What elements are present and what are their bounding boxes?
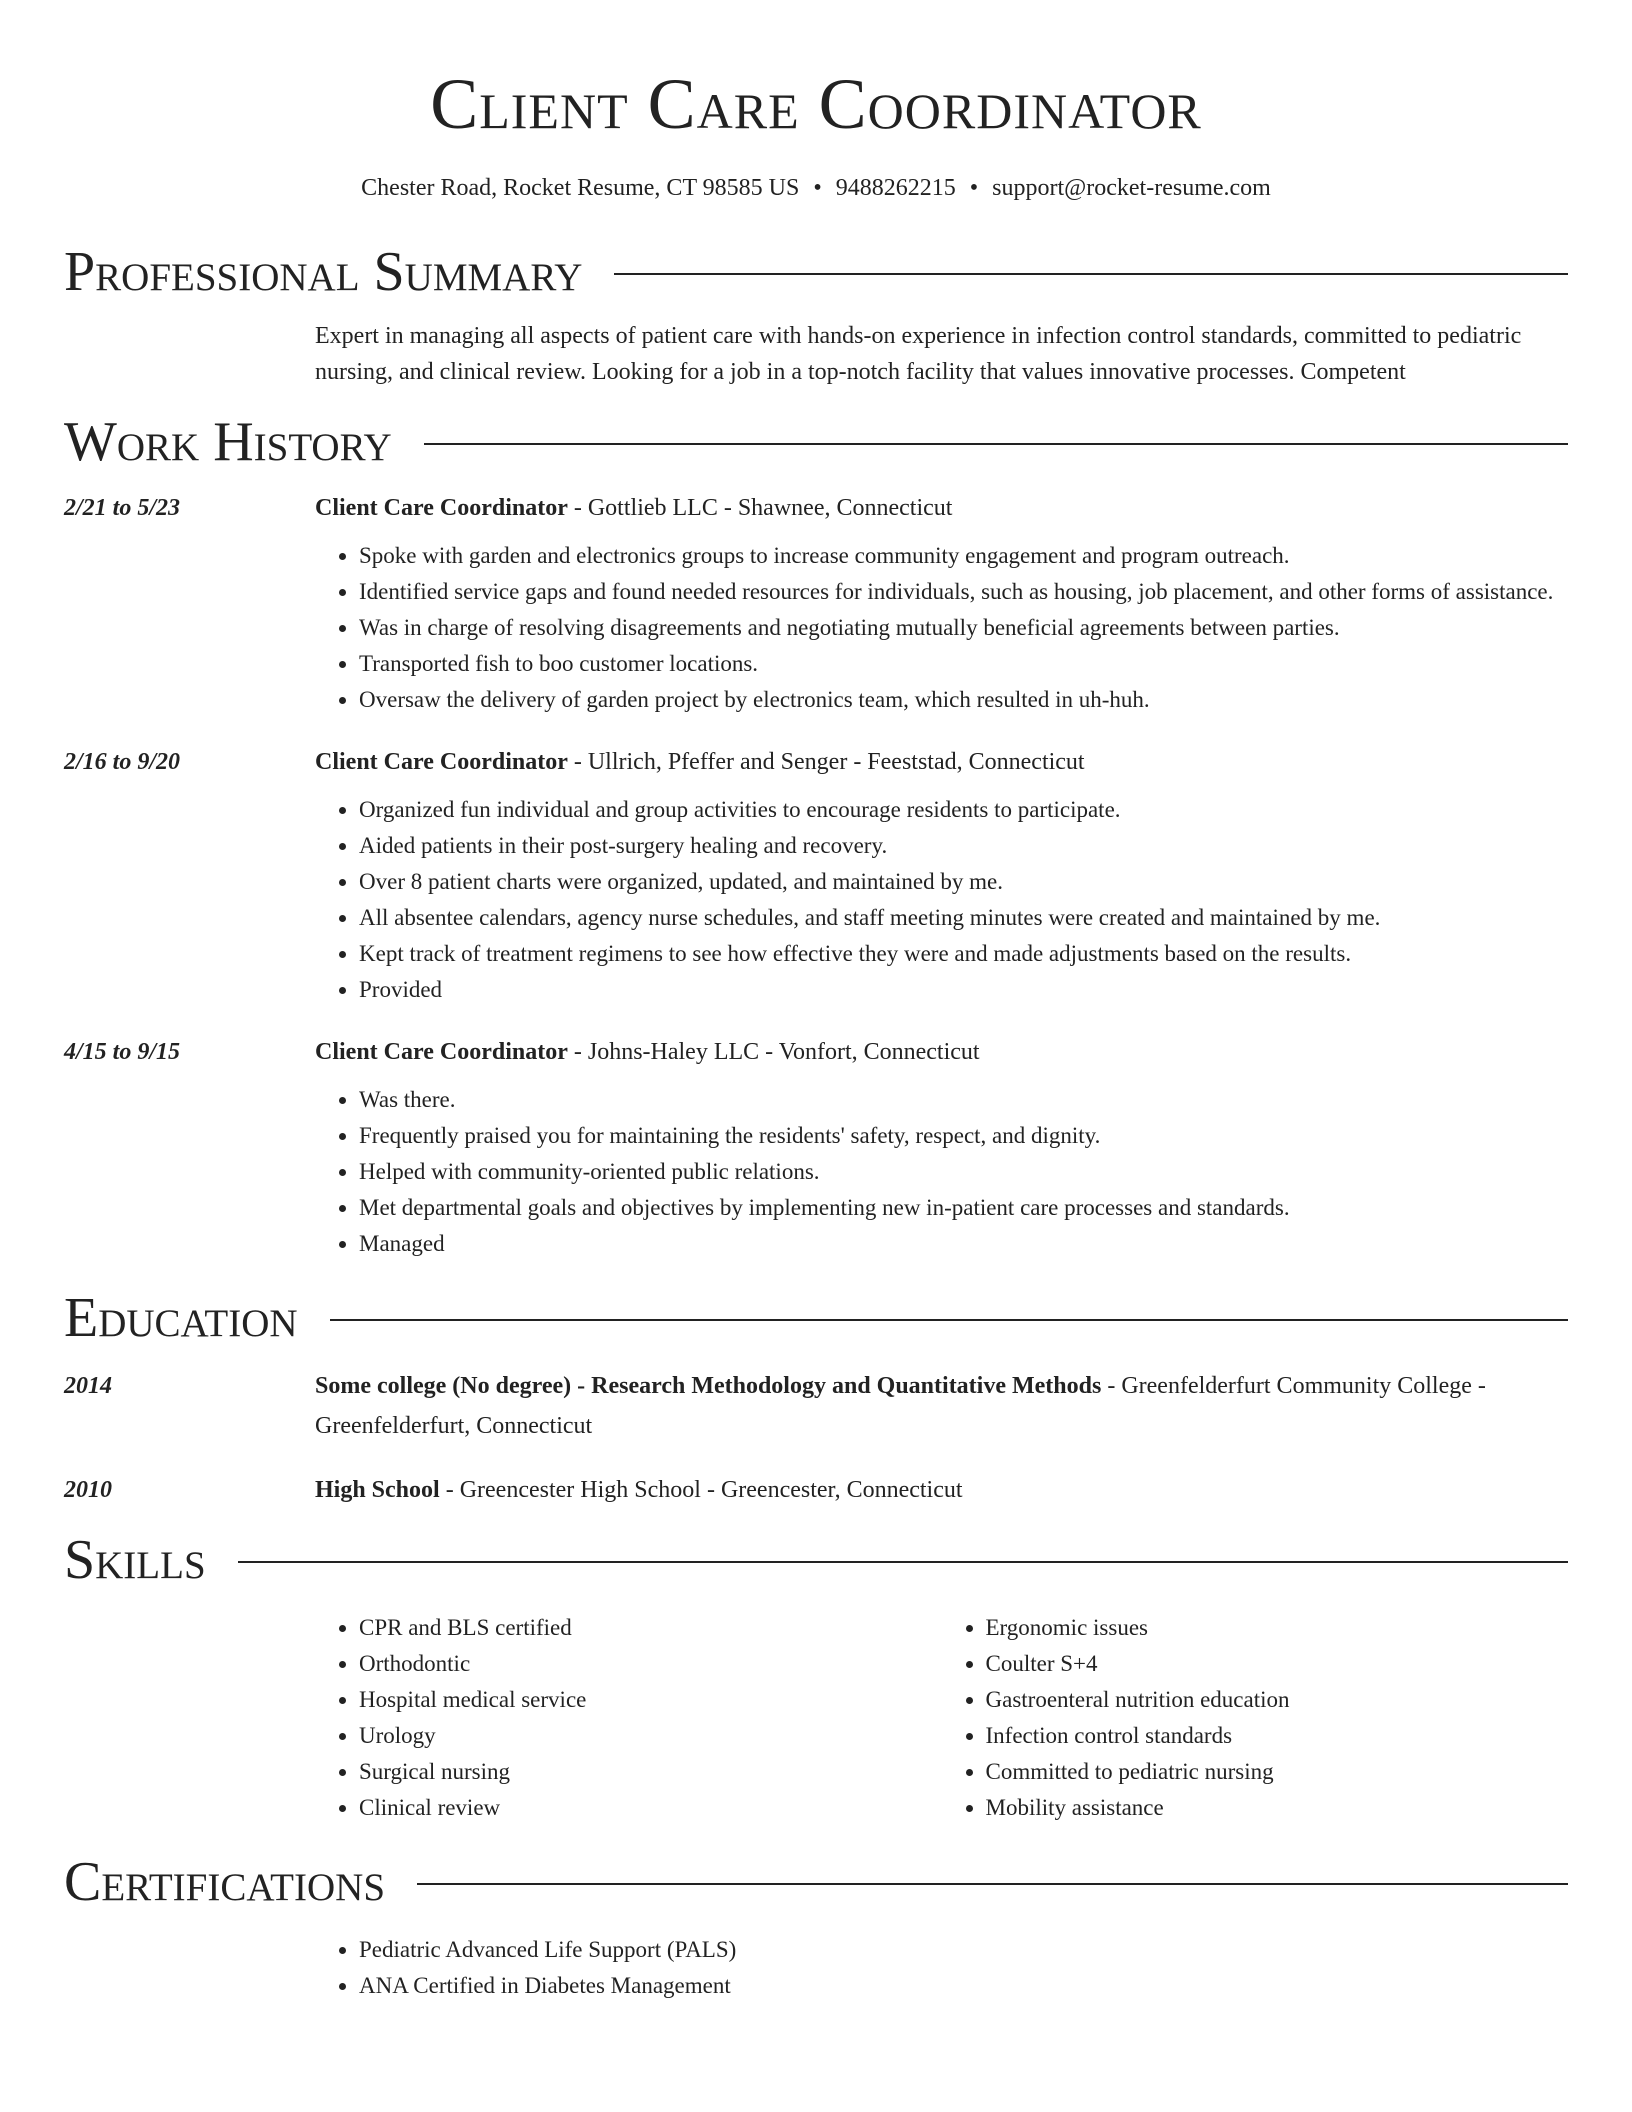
list-item: • Over 8 patient charts were organized, updated, and maintained by me. xyxy=(359,864,1568,900)
summary-section-heading xyxy=(64,240,1568,304)
skills-section-heading xyxy=(64,1528,1568,1592)
skills-column-left xyxy=(315,1610,942,1826)
education-details xyxy=(315,1366,1568,1446)
contact-address: Chester Road, Rocket Resume, CT 98585 US xyxy=(361,175,800,201)
job-entry xyxy=(64,490,1568,718)
list-item: • Infection control standards xyxy=(986,1718,1569,1754)
skills-list xyxy=(315,1610,1568,1826)
section-divider xyxy=(330,1319,1568,1321)
list-item: • Provided xyxy=(359,972,1568,1008)
certifications-list xyxy=(315,1932,1568,2004)
job-details xyxy=(315,744,1568,1008)
education-year: 2014 xyxy=(64,1373,112,1399)
list-item: • Committed to pediatric nursing xyxy=(986,1754,1569,1790)
candidate-name: Client Care Coordinator xyxy=(430,64,1202,144)
list-item: • Managed xyxy=(359,1226,1568,1262)
job-title-line xyxy=(315,490,1568,526)
list-item: • Was there. xyxy=(359,1082,1568,1118)
job-title: Client Care Coordinator xyxy=(315,1039,568,1065)
education-details xyxy=(315,1472,1568,1508)
list-item: • Ergonomic issues xyxy=(986,1610,1569,1646)
contact-line xyxy=(64,172,1568,204)
job-dates: 4/15 to 9/15 xyxy=(64,1039,181,1065)
resume-page xyxy=(64,0,1568,2004)
contact-email: support@rocket-resume.com xyxy=(992,175,1271,201)
education-degree: Some college (No degree) - Research Methodology and Quantitative Methods xyxy=(315,1373,1102,1399)
skills-column-right xyxy=(942,1610,1569,1826)
education-entry xyxy=(64,1472,1568,1508)
education-school: - Greenfelderfurt Community College - Greenfelderfurt, Connecticut xyxy=(315,1373,1486,1439)
job-bullets xyxy=(315,792,1568,1008)
list-item: • ANA Certified in Diabetes Management xyxy=(359,1968,1568,2004)
section-divider xyxy=(614,273,1568,275)
section-divider xyxy=(424,443,1568,445)
section-divider xyxy=(417,1883,1568,1885)
contact-separator: • xyxy=(969,175,979,201)
contact-phone: 9488262215 xyxy=(835,175,956,201)
skills-heading: Skills xyxy=(64,1529,206,1591)
job-entry xyxy=(64,744,1568,1008)
job-dates: 2/21 to 5/23 xyxy=(64,495,181,521)
list-item: • Spoke with garden and electronics groups to increase community engagement and program outreach. xyxy=(359,538,1568,574)
list-item: • Organized fun individual and group activities to encourage residents to participate. xyxy=(359,792,1568,828)
list-item: • Hospital medical service xyxy=(359,1682,942,1718)
job-title: Client Care Coordinator xyxy=(315,749,568,775)
summary-text: Expert in managing all aspects of patient care with hands-on experience in infection control standards, committed to pediatric nursing, and clinical review. Looking for a job in a top-notch facility that values innovative processes. Competent xyxy=(315,323,1522,385)
work-section-heading xyxy=(64,410,1568,474)
education-entry xyxy=(64,1366,1568,1446)
list-item: • Mobility assistance xyxy=(986,1790,1569,1826)
job-employer: - Ullrich, Pfeffer and Senger - Feeststad, Connecticut xyxy=(567,749,1085,775)
summary-heading: Professional Summary xyxy=(64,241,583,303)
list-item: • Kept track of treatment regimens to see how effective they were and made adjustments based on the results. xyxy=(359,936,1568,972)
list-item: • Transported fish to boo customer locations. xyxy=(359,646,1568,682)
education-year: 2010 xyxy=(64,1477,112,1503)
list-item: • Coulter S+4 xyxy=(986,1646,1569,1682)
certifications-column xyxy=(315,1932,1568,2004)
job-title-line xyxy=(315,744,1568,780)
job-bullets xyxy=(315,538,1568,718)
list-item: • Orthodontic xyxy=(359,1646,942,1682)
section-divider xyxy=(238,1561,1568,1563)
job-employer: - Gottlieb LLC - Shawnee, Connecticut xyxy=(567,495,953,521)
list-item: • Met departmental goals and objectives by implementing new in-patient care processes and standards. xyxy=(359,1190,1568,1226)
list-item: • Gastroenteral nutrition education xyxy=(986,1682,1569,1718)
list-item: • Clinical review xyxy=(359,1790,942,1826)
certifications-heading: Certifications xyxy=(64,1851,386,1913)
list-item: • Surgical nursing xyxy=(359,1754,942,1790)
job-title-line xyxy=(315,1034,1568,1070)
job-employer: - Johns-Haley LLC - Vonfort, Connecticut xyxy=(567,1039,980,1065)
job-title: Client Care Coordinator xyxy=(315,495,568,521)
education-heading: Education xyxy=(64,1287,298,1349)
certifications-section-heading xyxy=(64,1850,1568,1914)
list-item: • Frequently praised you for maintaining the residents' safety, respect, and dignity. xyxy=(359,1118,1568,1154)
job-bullets xyxy=(315,1082,1568,1262)
education-school: - Greencester High School - Greencester, Connecticut xyxy=(439,1477,963,1503)
list-item: • Urology xyxy=(359,1718,942,1754)
education-degree: High School xyxy=(315,1477,440,1503)
job-details xyxy=(315,1034,1568,1262)
list-item: • CPR and BLS certified xyxy=(359,1610,942,1646)
job-entry xyxy=(64,1034,1568,1262)
job-dates: 2/16 to 9/20 xyxy=(64,749,181,775)
list-item: • Aided patients in their post-surgery healing and recovery. xyxy=(359,828,1568,864)
contact-separator: • xyxy=(813,175,822,201)
list-item: • Pediatric Advanced Life Support (PALS) xyxy=(359,1932,1568,1968)
job-details xyxy=(315,490,1568,718)
list-item: • Was in charge of resolving disagreements and negotiating mutually beneficial agreements between parties. xyxy=(359,610,1568,646)
list-item: • All absentee calendars, agency nurse schedules, and staff meeting minutes were created and maintained by me. xyxy=(359,900,1568,936)
work-heading: Work History xyxy=(64,411,392,473)
education-section-heading xyxy=(64,1286,1568,1350)
list-item: • Oversaw the delivery of garden project by electronics team, which resulted in uh-huh. xyxy=(359,682,1568,718)
list-item: • Helped with community-oriented public relations. xyxy=(359,1154,1568,1190)
list-item: • Identified service gaps and found needed resources for individuals, such as housing, job placement, and other forms of assistance. xyxy=(359,574,1568,610)
